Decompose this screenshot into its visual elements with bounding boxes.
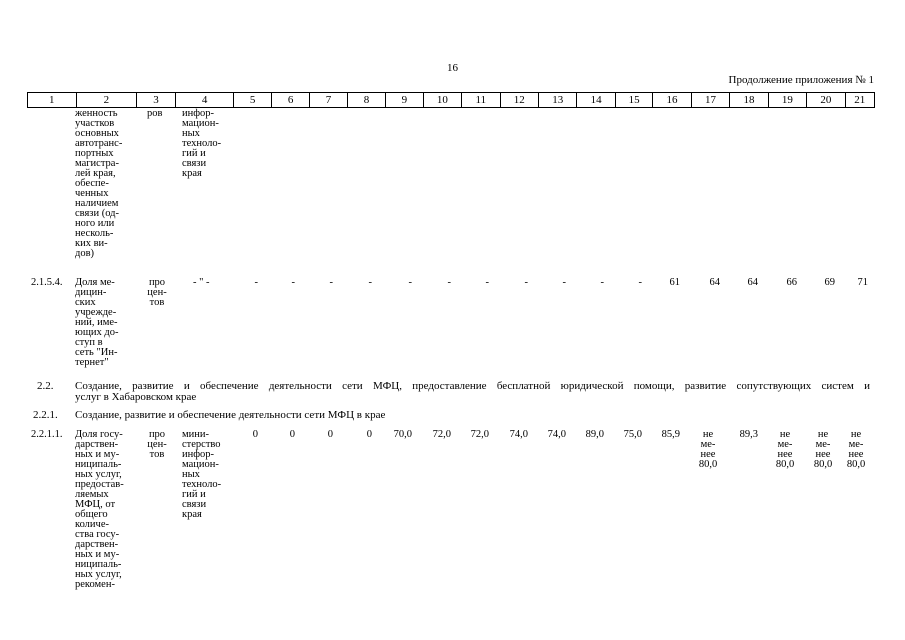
value-cell: 74,0 [547,429,566,440]
value-cell: 85,9 [661,429,680,440]
header-cell: 8 [347,93,385,108]
value-cell: не ме- нее 80,0 [846,429,866,470]
value-cell: 0 [252,429,258,440]
value-cell: 89,3 [739,429,758,440]
value-cell: 61 [669,277,680,288]
value-cell: - [524,277,528,288]
continuation-label: Продолжение приложения № 1 [728,74,874,86]
header-cell: 21 [845,93,874,108]
row-2211-responsible: мини- стерство инфор- мацион- ных техноло- гий и связи края [182,429,222,520]
section-221-text: Создание, развитие и обеспечение деятельности сети МФЦ в крае [75,409,386,421]
row-top-unit: ров [147,108,163,119]
row-2154-number: 2.1.5.4. [31,277,63,288]
header-cell: 20 [807,93,845,108]
value-cell: 71 [857,277,868,288]
value-cell: - [254,277,258,288]
header-cell: 9 [386,93,423,108]
value-cell: - [447,277,451,288]
value-cell: - [562,277,566,288]
value-cell: 69 [824,277,835,288]
header-cell: 16 [653,93,691,108]
section-22-line1: Создание, развитие и обеспечение деятельности сети МФЦ, предоставление бесплатной юридической помощи, развитие сопутствующих систем и [75,380,870,392]
header-cell: 7 [310,93,347,108]
row-2211-unit: про цен- тов [147,429,167,460]
value-cell: 64 [709,277,720,288]
value-cell: 72,0 [470,429,489,440]
header-cell: 3 [137,93,175,108]
row-top-responsible: инфор- мацион- ных техноло- гий и связи края [182,108,222,179]
value-cell: - [638,277,642,288]
page-number: 16 [447,62,458,74]
value-cell: не ме- нее 80,0 [698,429,718,470]
value-cell: - [600,277,604,288]
header-cell: 18 [730,93,768,108]
row-2211-number: 2.2.1.1. [31,429,63,440]
value-cell: 74,0 [509,429,528,440]
header-cell: 10 [423,93,461,108]
row-2211-name: Доля госу- дарствен- ных и му- ниципаль- ных услуг, предостав- ляемых МФЦ, от общего количе- ства госу- дарствен- ных и му- ниципаль- ных услуг, рекомен- [75,429,124,590]
value-cell: 66 [786,277,797,288]
value-cell: 0 [289,429,295,440]
value-cell: - [329,277,333,288]
value-cell: не ме- нее 80,0 [775,429,795,470]
header-cell: 17 [691,93,729,108]
value-cell: 89,0 [585,429,604,440]
section-22-number: 2.2. [37,380,54,392]
value-cell: - [368,277,372,288]
section-221-number: 2.2.1. [33,409,58,421]
section-22-line2: услуг в Хабаровском крае [75,391,197,403]
header-cell: 15 [615,93,652,108]
value-cell: - [485,277,489,288]
value-cell: 72,0 [432,429,451,440]
header-cell: 5 [234,93,271,108]
column-header-table [27,92,875,108]
header-cell: 14 [577,93,615,108]
row-2154-responsible: - " - [193,277,210,288]
value-cell: 64 [747,277,758,288]
value-cell: - [291,277,295,288]
header-cell: 2 [76,93,137,108]
value-cell: не ме- нее 80,0 [813,429,833,470]
header-cell: 13 [538,93,576,108]
header-cell: 6 [271,93,309,108]
value-cell: 75,0 [623,429,642,440]
value-cell: 70,0 [393,429,412,440]
header-cell: 4 [175,93,234,108]
value-cell: 0 [366,429,372,440]
row-2154-unit: про цен- тов [147,277,167,308]
row-top-name: женность участков основных автотранс- портных магистра- лей края, обеспе- ченных наличием связи (од- ного или несколь- ких ви- дов) [75,108,123,259]
value-cell: 0 [327,429,333,440]
row-2154-name: Доля ме- дицин- ских учрежде- ний, име- ющих до- ступ в сеть "Ин- тернет" [75,277,119,368]
header-cell: 19 [768,93,806,108]
header-cell: 1 [28,93,77,108]
value-cell: - [408,277,412,288]
header-cell: 12 [500,93,538,108]
header-cell: 11 [462,93,500,108]
